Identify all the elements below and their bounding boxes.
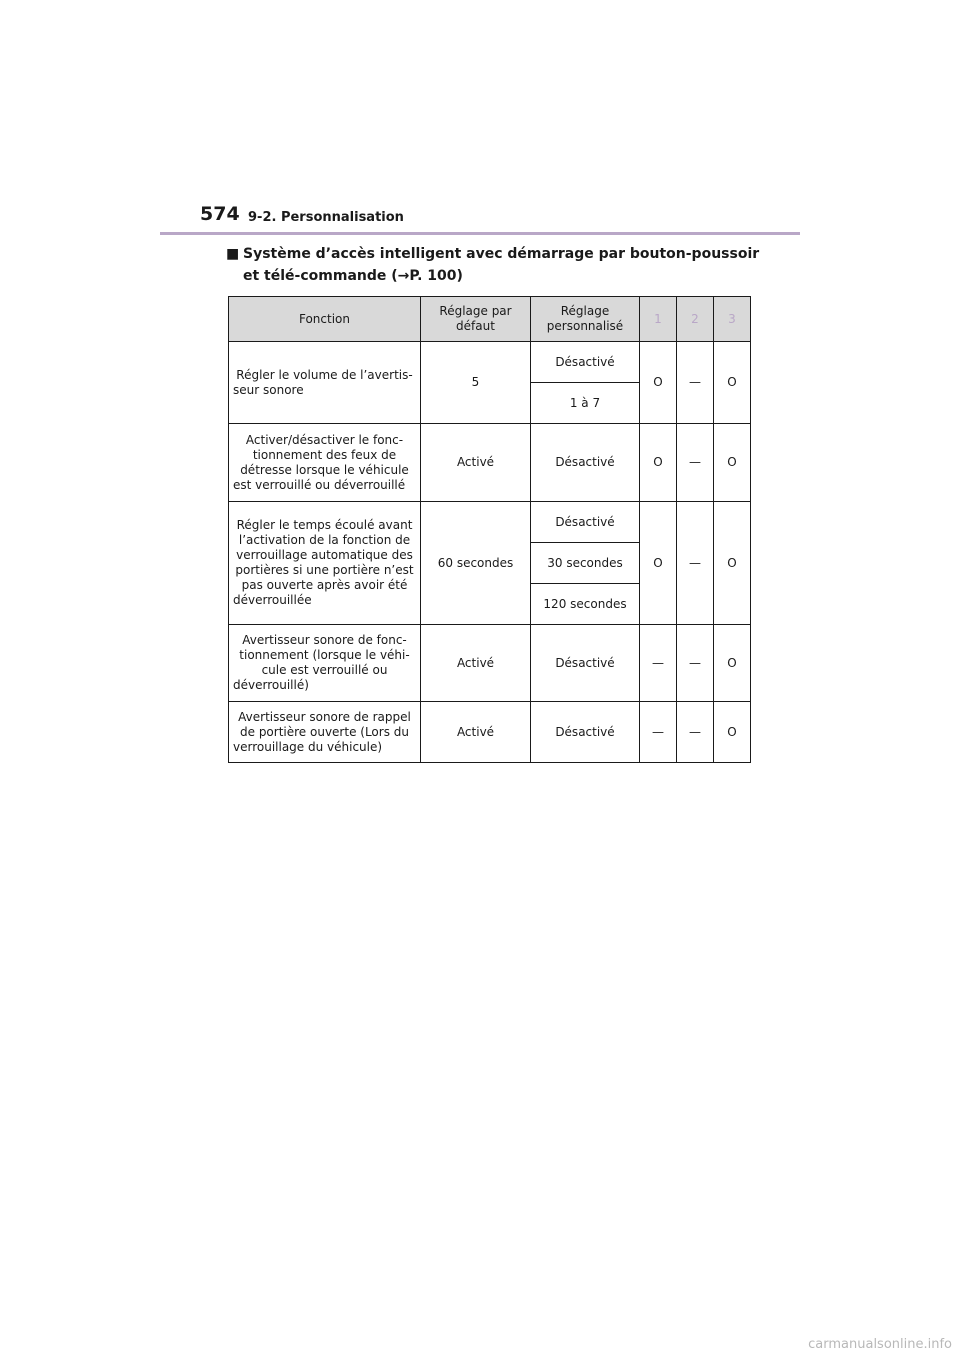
header-column-3: [714, 297, 751, 342]
header-rule: [160, 232, 800, 235]
row-option: 1 à 7: [531, 383, 640, 424]
table-header-row: [229, 297, 751, 342]
row-option: 30 secondes: [531, 543, 640, 584]
row-defaut: Activé: [421, 625, 531, 702]
row-col-3: O: [714, 625, 751, 702]
table-row: [229, 625, 751, 702]
page-number: 574: [200, 203, 240, 225]
row-defaut: 60 secondes: [421, 502, 531, 625]
row-defaut: Activé: [421, 424, 531, 502]
row-col-2: —: [677, 424, 714, 502]
row-option: 120 secondes: [531, 584, 640, 625]
header-column-2: [677, 297, 714, 342]
row-option: Désactivé: [531, 342, 640, 383]
row-col-1: O: [640, 424, 677, 502]
row-defaut: Activé: [421, 702, 531, 763]
row-col-3: O: [714, 702, 751, 763]
header-fonction: Fonction: [229, 297, 421, 342]
header-reglage-personnalise: Réglage personnalisé: [531, 297, 640, 342]
table-row: [229, 342, 751, 383]
row-col-2: —: [677, 625, 714, 702]
row-option: Désactivé: [531, 424, 640, 502]
row-fonction: Régler le temps écoulé avant l’activation de la fonction de verrouillage automatique des portières si une portière n’est pas ouverte après avoir été déverrouillée: [229, 502, 421, 625]
row-defaut: 5: [421, 342, 531, 424]
circled-number-icon: 3: [728, 311, 736, 326]
row-col-3: O: [714, 424, 751, 502]
square-bullet-icon: ■: [226, 246, 240, 262]
circled-number-icon: 1: [654, 311, 662, 326]
section-heading: [226, 243, 766, 287]
header-reglage-defaut: Réglage par défaut: [421, 297, 531, 342]
circled-number-icon: 2: [691, 311, 699, 326]
row-col-2: —: [677, 342, 714, 424]
row-col-3: O: [714, 342, 751, 424]
row-col-1: —: [640, 625, 677, 702]
table-row: [229, 424, 751, 502]
row-fonction: Activer/désactiver le fonc-tionnement des feux de détresse lorsque le véhicule est verrouillé ou déverrouillé: [229, 424, 421, 502]
table-row: [229, 702, 751, 763]
row-col-2: —: [677, 502, 714, 625]
watermark: carmanualsonline.info: [808, 1337, 952, 1352]
row-option: Désactivé: [531, 625, 640, 702]
row-col-2: —: [677, 702, 714, 763]
row-col-1: O: [640, 342, 677, 424]
header-column-1: [640, 297, 677, 342]
section-title-text: Système d’accès intelligent avec démarrage par bouton-poussoir et télé-commande (→P. 100): [243, 246, 760, 284]
row-option: Désactivé: [531, 502, 640, 543]
row-option: Désactivé: [531, 702, 640, 763]
row-fonction: Avertisseur sonore de fonc-tionnement (lorsque le véhi-cule est verrouillé ou déverrouillé): [229, 625, 421, 702]
row-fonction: Régler le volume de l’avertis-seur sonore: [229, 342, 421, 424]
row-fonction: Avertisseur sonore de rappel de portière ouverte (Lors du verrouillage du véhicule): [229, 702, 421, 763]
settings-table: [228, 296, 751, 763]
table-row: [229, 502, 751, 543]
chapter-title: 9-2. Personnalisation: [248, 210, 404, 225]
row-col-3: O: [714, 502, 751, 625]
row-col-1: O: [640, 502, 677, 625]
row-col-1: —: [640, 702, 677, 763]
